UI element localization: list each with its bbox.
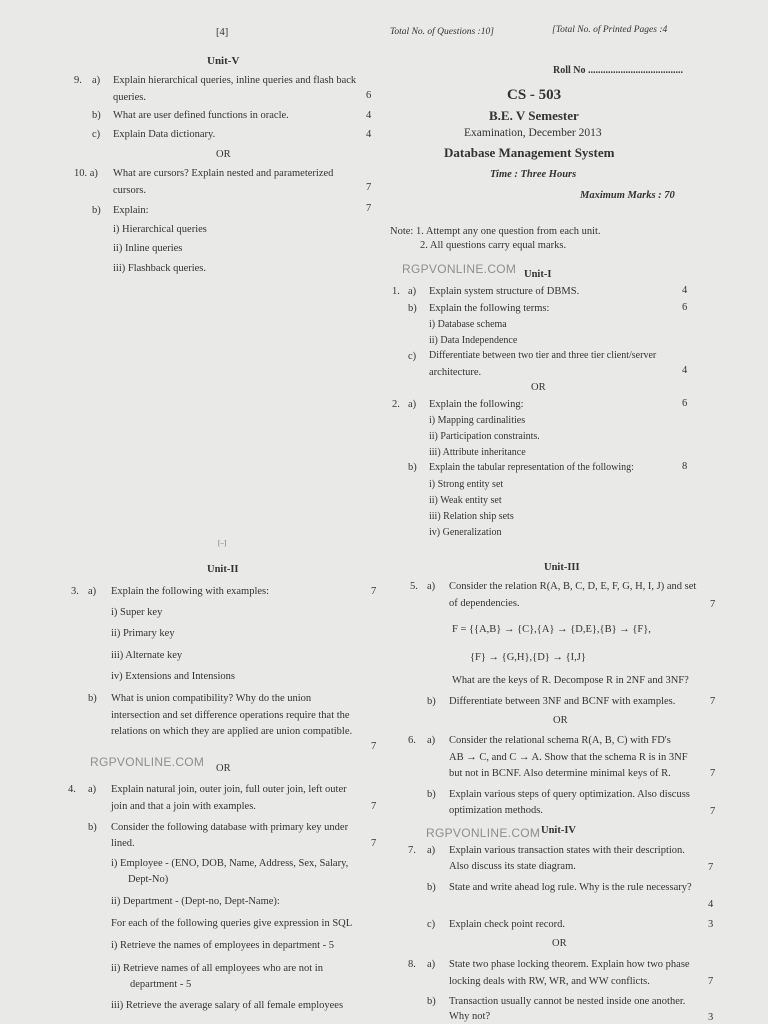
q10a-text-cont: cursors. xyxy=(113,185,146,196)
q4a-marks: 7 xyxy=(371,801,377,812)
total-pages: [Total No. of Printed Pages :4 xyxy=(552,25,668,35)
q8a-marks: 7 xyxy=(708,976,714,987)
sql-instruction: For each of the following queries give expression in SQL xyxy=(111,918,353,929)
q6a-text: Consider the relational schema R(A, B, C) with FD's xyxy=(449,735,671,746)
unit-iii-or: OR xyxy=(553,715,568,726)
q9a-text-cont: queries. xyxy=(113,92,146,103)
q4a-text: Explain natural join, outer join, full outer join, left outer xyxy=(111,784,347,795)
q8-number: 8. xyxy=(408,959,416,970)
q10b-label: b) xyxy=(92,205,101,216)
q10b-item: ii) Inline queries xyxy=(113,243,183,254)
q4b-label: b) xyxy=(88,822,97,833)
q10b-text: Explain: xyxy=(113,205,149,216)
q8b-text-cont: Why not? xyxy=(449,1011,491,1022)
q8b-label: b) xyxy=(427,996,436,1007)
q8a-label: a) xyxy=(427,959,436,970)
dependency-set-cont: {F} → {G,H},{D} → {I,J} xyxy=(470,652,586,663)
q1a-marks: 4 xyxy=(682,285,688,296)
q1c-text-cont: architecture. xyxy=(429,367,482,378)
q8b-text: Transaction usually cannot be nested inside one another. xyxy=(449,996,686,1007)
q4a-text-cont: join and that a join with examples. xyxy=(111,801,256,812)
q5a-text: Consider the relation R(A, B, C, D, E, F, G, H, I, J) and set xyxy=(449,581,697,592)
semester: B.E. V Semester xyxy=(489,108,579,123)
sql-query: iii) Retrieve the average salary of all female employees xyxy=(111,1000,344,1011)
q3b-text: What is union compatibility? Why do the union xyxy=(111,693,312,704)
unit-iv-heading: Unit-IV xyxy=(541,825,577,836)
sql-query: i) Retrieve the names of employees in department - 5 xyxy=(111,940,335,951)
q7-number: 7. xyxy=(408,845,416,856)
q3a-item: iii) Alternate key xyxy=(111,650,183,661)
q6a-marks: 7 xyxy=(710,768,716,779)
q1a-text: Explain system structure of DBMS. xyxy=(429,286,580,297)
q6a-text-cont: but not in BCNF. Also determine minimal keys of R. xyxy=(449,768,671,779)
course-code: CS - 503 xyxy=(507,87,562,103)
q7c-label: c) xyxy=(427,919,436,930)
unit-iii-heading: Unit-III xyxy=(544,562,580,573)
q2b-item: iii) Relation ship sets xyxy=(429,511,514,522)
q1c-text: Differentiate between two tier and three tier client/server xyxy=(429,350,657,361)
unit-i-heading: Unit-I xyxy=(524,269,552,280)
q4a-label: a) xyxy=(88,784,97,795)
q7b-marks: 4 xyxy=(708,899,714,910)
q2b-text: Explain the tabular representation of the following: xyxy=(429,462,634,473)
q9c-text: Explain Data dictionary. xyxy=(113,129,216,140)
q9b-text: What are user defined functions in oracle. xyxy=(113,110,289,121)
q3a-item: iv) Extensions and Intensions xyxy=(111,671,235,682)
q8b-marks: 3 xyxy=(708,1012,714,1023)
q1c-label: c) xyxy=(408,351,417,362)
q9-number: 9. xyxy=(74,75,82,86)
q5a-label: a) xyxy=(427,581,436,592)
q9b-marks: 4 xyxy=(366,110,372,121)
q7b-label: b) xyxy=(427,882,436,893)
q5b-text: Differentiate between 3NF and BCNF with examples. xyxy=(449,696,676,707)
q3b-text: relations on which they are applied are union compatible. xyxy=(111,726,353,737)
department-schema: ii) Department - (Dept-no, Dept-Name): xyxy=(111,896,280,907)
q2b-item: iv) Generalization xyxy=(429,527,502,538)
q6a-text-cont: AB → C, and C → A. Show that the schema R is in 3NF xyxy=(449,752,688,763)
note-2: 2. All questions carry equal marks. xyxy=(420,240,567,251)
q2-number: 2. xyxy=(392,399,400,410)
subject-title: Database Management System xyxy=(444,145,615,160)
q1-number: 1. xyxy=(392,286,400,297)
q6a-label: a) xyxy=(427,735,436,746)
q3a-label: a) xyxy=(88,586,97,597)
q9b-label: b) xyxy=(92,110,101,121)
q3b-label: b) xyxy=(88,693,97,704)
q5a-keys-question: What are the keys of R. Decompose R in 2NF and 3NF? xyxy=(452,675,689,686)
examination: Examination, December 2013 xyxy=(464,127,602,139)
q1b-label: b) xyxy=(408,303,417,314)
q8a-text-cont: locking deals with RW, WR, and WW conflicts. xyxy=(449,976,650,987)
unit-ii-or: OR xyxy=(216,763,231,774)
q10b-marks: 7 xyxy=(366,203,372,214)
fold-mark: [–] xyxy=(218,539,227,547)
q2b-label: b) xyxy=(408,462,417,473)
sql-query: ii) Retrieve names of all employees who are not in xyxy=(111,963,323,974)
employee-schema-cont: Dept-No) xyxy=(128,874,169,885)
q2a-item: i) Mapping cardinalities xyxy=(429,415,526,426)
q10a-marks: 7 xyxy=(366,182,372,193)
q3-number: 3. xyxy=(71,586,79,597)
q1b-text: Explain the following terms: xyxy=(429,303,550,314)
q7a-text-cont: Also discuss its state diagram. xyxy=(449,861,576,872)
q4b-marks: 7 xyxy=(371,838,377,849)
q5b-label: b) xyxy=(427,696,436,707)
q7b-text: State and write ahead log rule. Why is the rule necessary? xyxy=(449,882,692,893)
q7a-text: Explain various transaction states with their description. xyxy=(449,845,685,856)
q2b-item: ii) Weak entity set xyxy=(429,495,502,506)
q3a-text: Explain the following with examples: xyxy=(111,586,270,597)
q2a-text: Explain the following: xyxy=(429,399,524,410)
time: Time : Three Hours xyxy=(490,169,577,180)
q2a-item: ii) Participation constraints. xyxy=(429,431,540,442)
q7c-marks: 3 xyxy=(708,919,714,930)
dependency-set: F = {{A,B} → {C},{A} → {D,E},{B} → {F}, xyxy=(452,624,651,635)
q1b-item: i) Database schema xyxy=(429,319,507,330)
q2a-marks: 6 xyxy=(682,398,688,409)
q3a-marks: 7 xyxy=(371,586,377,597)
q10-number: 10. a) xyxy=(74,168,98,179)
unit-v-or: OR xyxy=(216,149,231,160)
q9a-marks: 6 xyxy=(366,90,372,101)
unit-iv-or: OR xyxy=(552,938,567,949)
q6b-label: b) xyxy=(427,789,436,800)
q4b-text: Consider the following database with primary key under xyxy=(111,822,349,833)
q3b-marks: 7 xyxy=(371,741,377,752)
q5b-marks: 7 xyxy=(710,696,716,707)
q3a-item: ii) Primary key xyxy=(111,628,175,639)
q2a-item: iii) Attribute inheritance xyxy=(429,447,526,458)
q9c-marks: 4 xyxy=(366,129,372,140)
q7a-label: a) xyxy=(427,845,436,856)
q9a-text: Explain hierarchical queries, inline queries and flash back xyxy=(113,75,357,86)
q3b-text: intersection and set difference operations require that the xyxy=(111,710,350,721)
roll-no: Roll No ...................................... xyxy=(553,65,683,76)
q7c-text: Explain check point record. xyxy=(449,919,566,930)
watermark: RGPVONLINE.COM xyxy=(90,755,205,769)
q4-number: 4. xyxy=(68,784,76,795)
note-1: Note: 1. Attempt any one question from each unit. xyxy=(390,226,601,237)
q10a-text: What are cursors? Explain nested and parameterized xyxy=(113,168,334,179)
q1a-label: a) xyxy=(408,286,417,297)
q9a-label: a) xyxy=(92,75,101,86)
q6b-text-cont: optimization methods. xyxy=(449,805,543,816)
q3a-item: i) Super key xyxy=(111,607,163,618)
max-marks: Maximum Marks : 70 xyxy=(580,190,675,201)
q2b-marks: 8 xyxy=(682,461,688,472)
q1b-item: ii) Data Independence xyxy=(429,335,518,346)
q5a-text-cont: of dependencies. xyxy=(449,598,520,609)
page-marker: [4] xyxy=(216,27,229,38)
q9c-label: c) xyxy=(92,129,101,140)
q1c-marks: 4 xyxy=(682,365,688,376)
q7a-marks: 7 xyxy=(708,862,714,873)
q1b-marks: 6 xyxy=(682,302,688,313)
q2b-item: i) Strong entity set xyxy=(429,479,504,490)
q6b-marks: 7 xyxy=(710,806,716,817)
q5-number: 5. xyxy=(410,581,418,592)
q8a-text: State two phase locking theorem. Explain how two phase xyxy=(449,959,690,970)
unit-ii-heading: Unit-II xyxy=(207,564,239,575)
employee-schema: i) Employee - (ENO, DOB, Name, Address, Sex, Salary, xyxy=(111,858,349,869)
unit-i-or: OR xyxy=(531,382,546,393)
q10b-item: iii) Flashback queries. xyxy=(113,263,207,274)
watermark: RGPVONLINE.COM xyxy=(402,262,517,276)
sql-query-cont: department - 5 xyxy=(130,979,192,990)
q5a-marks: 7 xyxy=(710,599,716,610)
watermark: RGPVONLINE.COM xyxy=(426,826,541,840)
q6-number: 6. xyxy=(408,735,416,746)
unit-v-heading: Unit-V xyxy=(207,55,240,67)
q4b-text-cont: lined. xyxy=(111,838,135,849)
q2a-label: a) xyxy=(408,399,417,410)
q10b-item: i) Hierarchical queries xyxy=(113,224,207,235)
total-questions: Total No. of Questions :10] xyxy=(390,27,494,37)
q6b-text: Explain various steps of query optimization. Also discuss xyxy=(449,789,690,800)
